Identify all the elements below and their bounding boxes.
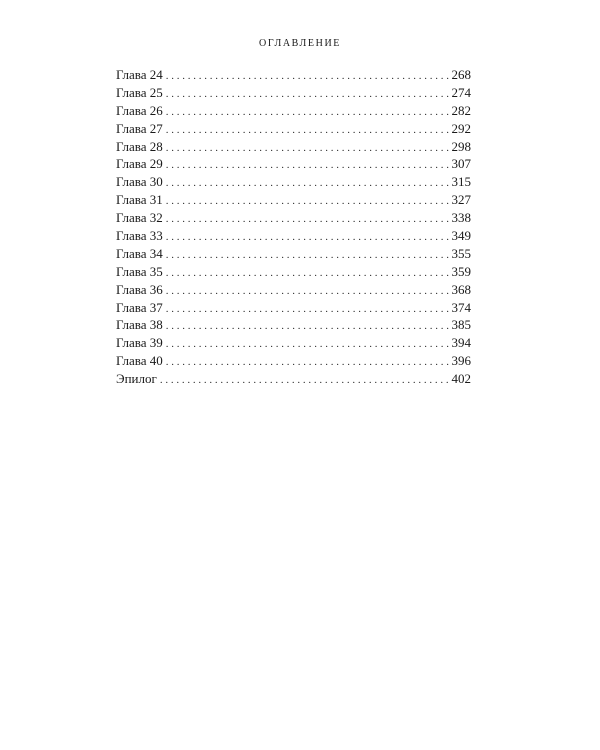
entry-page-number: 307 [451, 156, 471, 172]
dot-leader [166, 68, 449, 86]
dot-leader [166, 318, 449, 336]
dot-leader [166, 157, 449, 175]
dot-leader [166, 86, 449, 104]
entry-page-number: 385 [451, 317, 471, 333]
dot-leader [166, 283, 449, 301]
entry-title: Глава 34 [116, 245, 163, 261]
toc-entry [116, 281, 471, 299]
entry-title: Глава 25 [116, 84, 163, 100]
toc-entry [116, 155, 471, 173]
toc-entry [116, 102, 471, 120]
entry-page-number: 282 [451, 102, 471, 118]
dot-leader [166, 336, 449, 354]
entry-page-number: 349 [451, 228, 471, 244]
entry-title: Глава 29 [116, 156, 163, 172]
toc-entry [116, 209, 471, 227]
page-title: ОГЛАВЛЕНИЕ [259, 38, 341, 49]
entry-page-number: 327 [451, 192, 471, 208]
dot-leader [166, 122, 449, 140]
entry-page-number: 402 [451, 371, 471, 387]
entry-page-number: 315 [451, 174, 471, 190]
entry-title: Глава 27 [116, 120, 163, 136]
entry-page-number: 394 [451, 335, 471, 351]
entry-page-number: 274 [451, 84, 471, 100]
toc-entry [116, 263, 471, 281]
toc-entry [116, 245, 471, 263]
entry-title: Глава 36 [116, 281, 163, 297]
toc-entry [116, 227, 471, 245]
entry-title: Глава 40 [116, 353, 163, 369]
entry-page-number: 268 [451, 67, 471, 82]
toc-entry [116, 316, 471, 334]
entry-title: Глава 39 [116, 335, 163, 351]
toc-entry [116, 370, 471, 388]
entry-title: Глава 33 [116, 228, 163, 244]
entry-page-number: 396 [451, 353, 471, 369]
dot-leader [166, 265, 449, 283]
toc-entry [116, 352, 471, 370]
entry-title: Эпилог [116, 371, 157, 387]
dot-leader [160, 372, 449, 390]
toc-entry [116, 138, 471, 156]
entry-title: Глава 31 [116, 192, 163, 208]
toc-entry [116, 84, 471, 102]
entry-page-number: 298 [451, 138, 471, 154]
toc-entry [116, 299, 471, 317]
entry-title: Глава 28 [116, 138, 163, 154]
entry-page-number: 355 [451, 245, 471, 261]
table-of-contents [116, 66, 471, 388]
toc-entry [116, 66, 471, 84]
entry-page-number: 374 [451, 299, 471, 315]
entry-page-number: 292 [451, 120, 471, 136]
dot-leader [166, 175, 449, 193]
entry-title: Глава 30 [116, 174, 163, 190]
entry-title: Глава 37 [116, 299, 163, 315]
dot-leader [166, 354, 449, 372]
entry-title: Глава 35 [116, 263, 163, 279]
entry-title: Глава 32 [116, 210, 163, 226]
toc-entry [116, 173, 471, 191]
dot-leader [166, 229, 449, 247]
dot-leader [166, 104, 449, 122]
entry-title: Глава 24 [116, 67, 163, 82]
dot-leader [166, 193, 449, 211]
entry-page-number: 338 [451, 210, 471, 226]
entry-title: Глава 26 [116, 102, 163, 118]
dot-leader [166, 140, 449, 158]
dot-leader [166, 211, 449, 229]
toc-entry [116, 120, 471, 138]
entry-page-number: 359 [451, 263, 471, 279]
toc-entry [116, 334, 471, 352]
dot-leader [166, 301, 449, 319]
entry-page-number: 368 [451, 281, 471, 297]
toc-entry [116, 191, 471, 209]
entry-title: Глава 38 [116, 317, 163, 333]
dot-leader [166, 247, 449, 265]
